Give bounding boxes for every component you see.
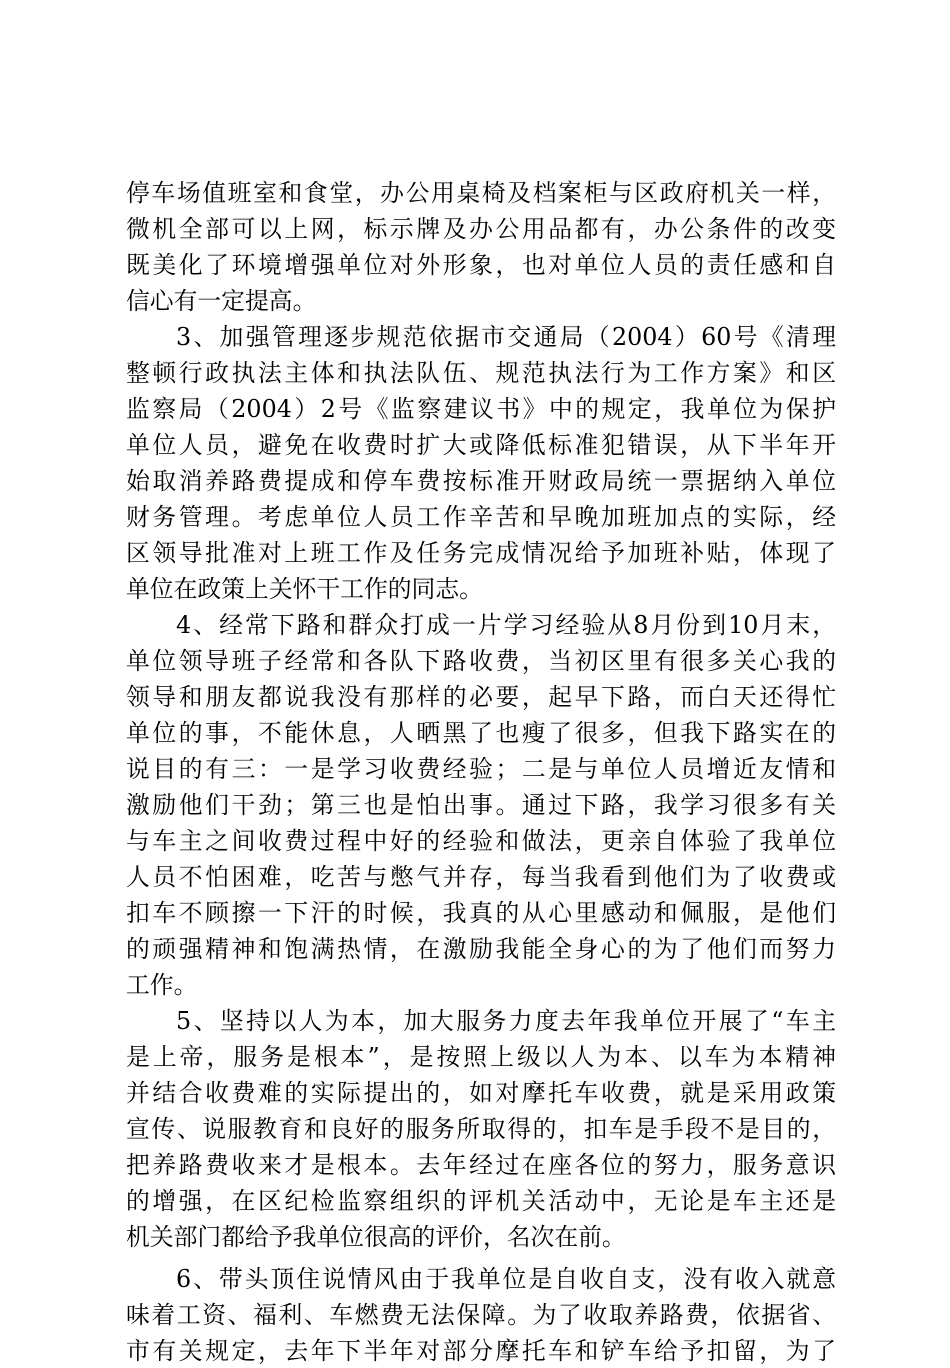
text-line: 激励他们干劲；第三也是怕出事。通过下路，我学习很多有关 <box>126 791 836 819</box>
text-line: 是上帝，服务是根本”，是按照上级以人为本、以车为本精神 <box>126 1043 836 1071</box>
text-line: 始取消养路费提成和停车费按标准开财政局统一票据纳入单位 <box>126 467 836 495</box>
text-line: 停车场值班室和食堂，办公用桌椅及档案柜与区政府机关一样， <box>126 179 836 207</box>
text-line: 单位人员，避免在收费时扩大或降低标准犯错误，从下半年开 <box>126 431 836 459</box>
text-line: 单位领导班子经常和各队下路收费，当初区里有很多关心我的 <box>126 647 836 675</box>
text-line: 既美化了环境增强单位对外形象，也对单位人员的责任感和自 <box>126 251 836 279</box>
text-line: 说目的有三：一是学习收费经验；二是与单位人员增近友情和 <box>126 755 836 783</box>
paragraph-6-start: 6、带头顶住说情风由于我单位是自收自支，没有收入就意 <box>176 1265 836 1293</box>
text-line: 整顿行政执法主体和执法队伍、规范执法行为工作方案》和区 <box>126 359 836 387</box>
text-line: 扣车不顾擦一下汗的时候，我真的从心里感动和佩服，是他们 <box>126 899 836 927</box>
paragraph-3-start: 3、加强管理逐步规范依据市交通局（2004）60号《清理 <box>176 323 836 351</box>
paragraph-4-start: 4、经常下路和群众打成一片学习经验从8月份到10月末， <box>176 611 836 639</box>
text-line: 与车主之间收费过程中好的经验和做法，更亲自体验了我单位 <box>126 827 836 855</box>
text-line: 味着工资、福利、车燃费无法保障。为了收取养路费，依据省、 <box>126 1301 836 1329</box>
paragraph-5-start: 5、坚持以人为本，加大服务力度去年我单位开展了“车主 <box>176 1007 836 1035</box>
text-line: 单位的事，不能休息，人晒黑了也瘦了很多，但我下路实在的 <box>126 719 836 747</box>
text-line: 单位在政策上关怀干工作的同志。 <box>126 575 483 603</box>
text-line: 宣传、说服教育和良好的服务所取得的，扣车是手段不是目的， <box>126 1115 836 1143</box>
text-line: 工作。 <box>126 971 198 999</box>
text-line: 信心有一定提高。 <box>126 287 317 315</box>
text-line: 机关部门都给予我单位很高的评价，名次在前。 <box>126 1223 626 1251</box>
text-line: 领导和朋友都说我没有那样的必要，起早下路，而白天还得忙 <box>126 683 836 711</box>
text-line: 财务管理。考虑单位人员工作辛苦和早晚加班加点的实际，经 <box>126 503 836 531</box>
text-line: 把养路费收来才是根本。去年经过在座各位的努力，服务意识 <box>126 1151 836 1179</box>
text-line: 的顽强精神和饱满热情，在激励我能全身心的为了他们而努力 <box>126 935 836 963</box>
text-line: 并结合收费难的实际提出的，如对摩托车收费，就是采用政策 <box>126 1079 836 1107</box>
text-line: 微机全部可以上网，标示牌及办公用品都有，办公条件的改变 <box>126 215 836 243</box>
text-line: 监察局（2004）2号《监察建议书》中的规定，我单位为保护 <box>126 395 836 423</box>
text-line: 的增强，在区纪检监察组织的评机关活动中，无论是车主还是 <box>126 1187 836 1215</box>
text-line: 市有关规定，去年下半年对部分摩托车和铲车给予扣留，为了 <box>126 1337 836 1365</box>
text-line: 人员不怕困难，吃苦与憋气并存，每当我看到他们为了收费或 <box>126 863 836 891</box>
text-line: 区领导批准对上班工作及任务完成情况给予加班补贴，体现了 <box>126 539 836 567</box>
